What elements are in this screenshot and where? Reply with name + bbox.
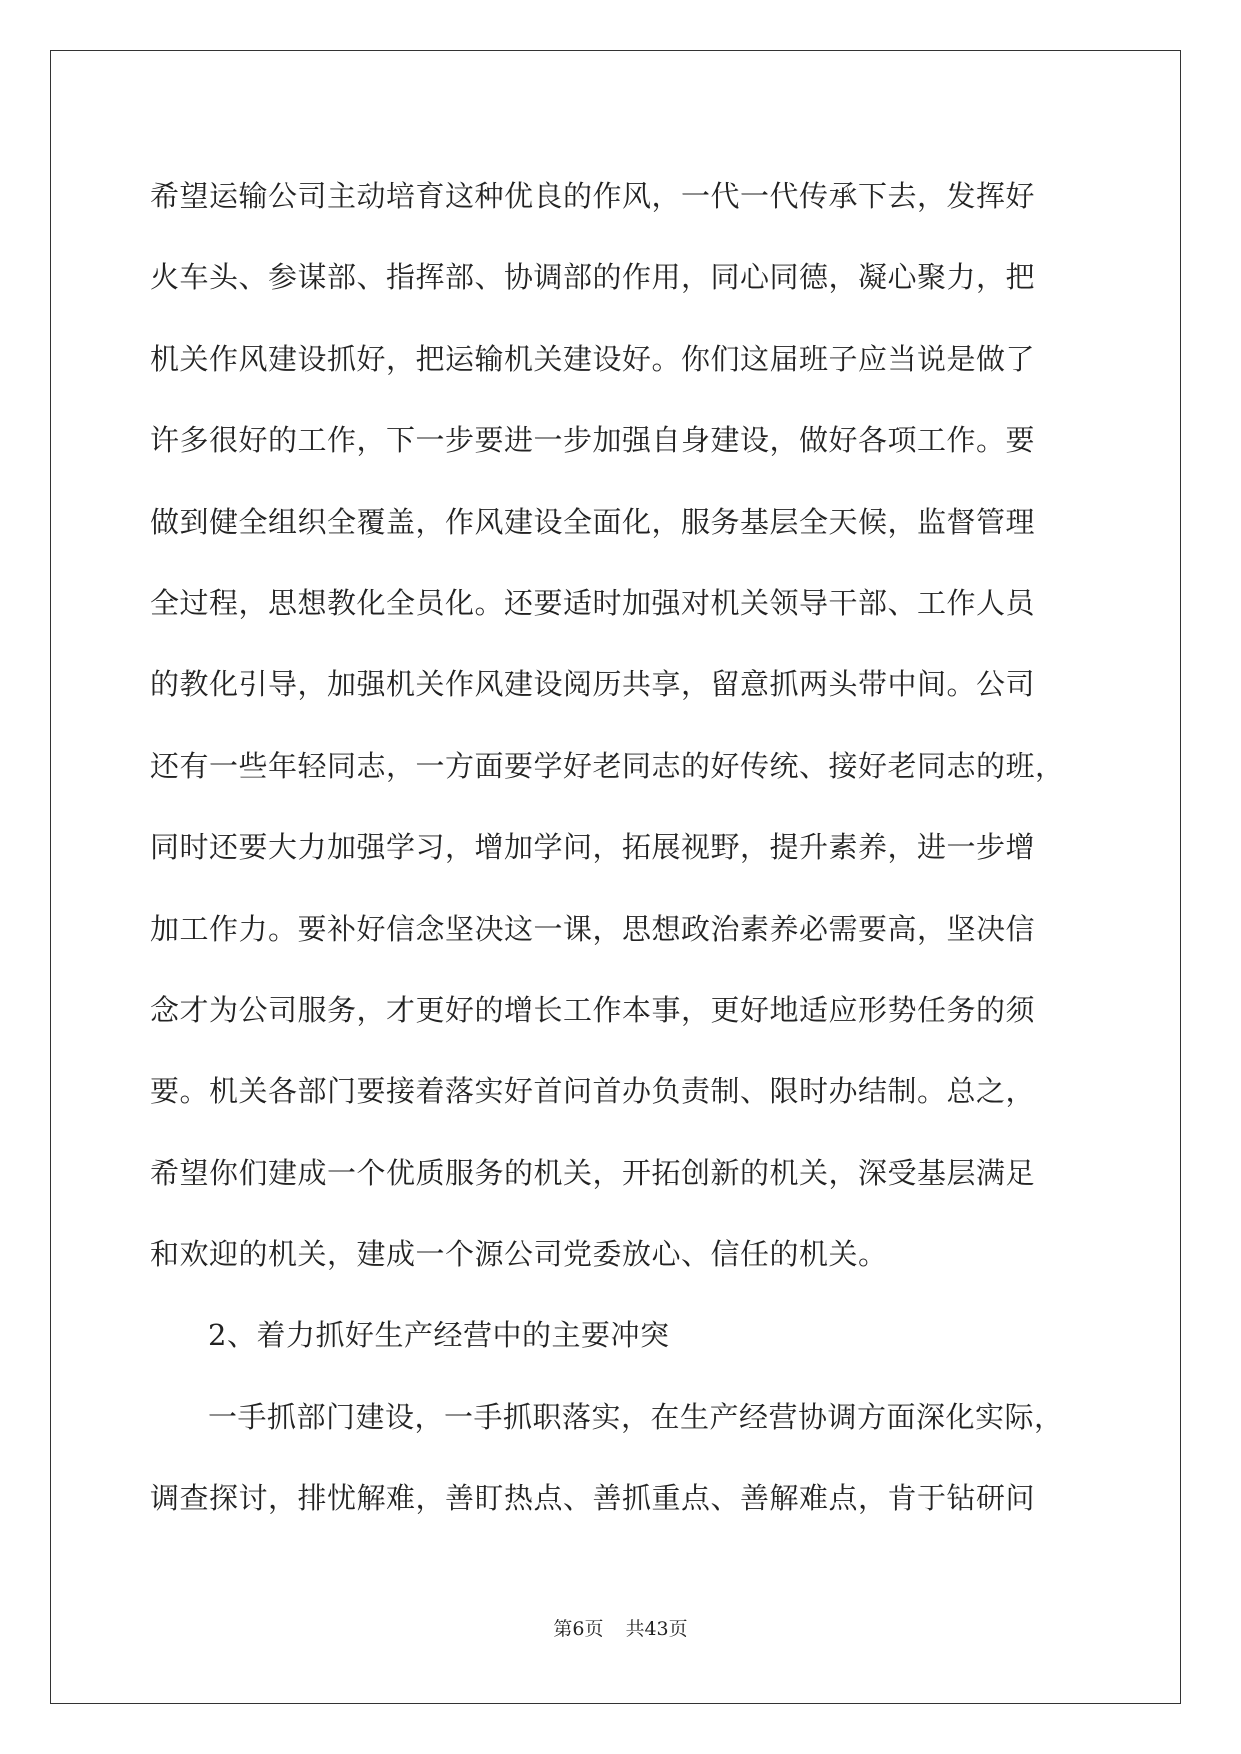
text-line: 做到健全组织全覆盖，作风建设全面化，服务基层全天候，监督管理 [150, 504, 1036, 539]
text-line: 火车头、参谋部、指挥部、协调部的作用，同心同德，凝心聚力，把 [150, 260, 1036, 295]
text-line: 机关作风建设抓好，把运输机关建设好。你们这届班子应当说是做了 [150, 341, 1036, 376]
text-line: 全过程，思想教化全员化。还要适时加强对机关领导干部、工作人员 [150, 585, 1036, 620]
text-line: 要。机关各部门要接着落实好首问首办负责制、限时办结制。总之， [150, 1074, 1036, 1109]
text-line: 加工作力。要补好信念坚决这一课，思想政治素养必需要高，坚决信 [150, 911, 1036, 946]
page-number-current: 第6页 [553, 1618, 604, 1640]
section-heading: 2、着力抓好生产经营中的主要冲突 [208, 1318, 670, 1353]
text-line: 许多很好的工作，下一步要进一步加强自身建设，做好各项工作。要 [150, 423, 1036, 458]
text-line: 希望运输公司主动培育这种优良的作风，一代一代传承下去，发挥好 [150, 179, 1036, 213]
text-line: 念才为公司服务，才更好的增长工作本事，更好地适应形势任务的须 [150, 992, 1036, 1027]
text-line: 同时还要大力加强学习，增加学问，拓展视野，提升素养，进一步增 [150, 830, 1036, 865]
text-line: 希望你们建成一个优质服务的机关，开拓创新的机关，深受基层满足 [150, 1155, 1036, 1190]
text-line: 一手抓部门建设，一手抓职落实，在生产经营协调方面深化实际， [208, 1399, 1064, 1434]
text-line: 的教化引导，加强机关作风建设阅历共享，留意抓两头带中间。公司 [150, 667, 1036, 702]
text-line: 和欢迎的机关，建成一个源公司党委放心、信任的机关。 [150, 1237, 888, 1272]
text-line: 还有一些年轻同志，一方面要学好老同志的好传统、接好老同志的班， [150, 748, 1065, 783]
page-footer [0, 1614, 1241, 1641]
text-line: 调查探讨，排忧解难，善盯热点、善抓重点、善解难点，肯于钻研问 [150, 1481, 1036, 1516]
document-body [150, 156, 1090, 1540]
page-number-total: 共43页 [625, 1618, 688, 1640]
